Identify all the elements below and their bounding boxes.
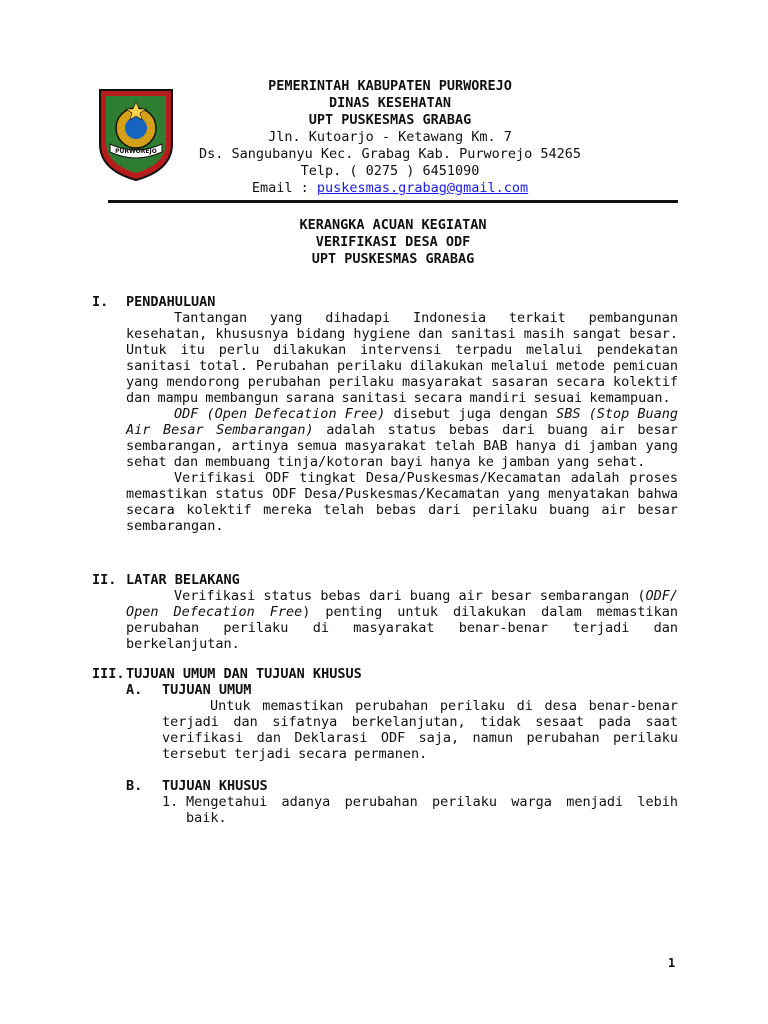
section-tujuan — [92, 666, 678, 826]
title-line-3: UPT PUSKESMAS GRABAG — [311, 251, 475, 267]
government-name: PEMERINTAH KABUPATEN PURWOREJO — [268, 78, 512, 94]
section-title: LATAR BELAKANG — [126, 572, 240, 588]
list-item-text: Mengetahui adanya perubahan perilaku warga menjadi lebih baik. — [186, 794, 678, 826]
address-line-2: Ds. Sangubanyu Kec. Grabag Kab. Purworejo 54265 — [198, 146, 581, 162]
document-title — [108, 217, 678, 268]
section-latar-belakang — [92, 572, 678, 652]
paragraph-2-mid: disebut juga dengan — [385, 406, 557, 422]
subsection-heading-b — [126, 778, 678, 794]
section-heading — [92, 294, 678, 310]
sbs-term: SBS (Stop Buang Air Besar Sembarangan) — [126, 406, 678, 438]
department-name: DINAS KESEHATAN — [329, 95, 451, 111]
section-number: I. — [92, 294, 109, 310]
section-title: TUJUAN UMUM DAN TUJUAN KHUSUS — [126, 666, 362, 682]
tujuan-umum-paragraph: Untuk memastikan perubahan perilaku di desa benar-benar terjadi dan sifatnya berkelanjutan, tidak sesaat pada saat verifikasi dan Deklarasi ODF saja, namun perubahan perilaku tersebut terjadi secara permanen. — [162, 698, 678, 762]
email-line — [190, 180, 590, 197]
paragraph-3: Verifikasi ODF tingkat Desa/Puskesmas/Kecamatan adalah proses memastikan status ODF Desa/Puskesmas/Kecamatan yang menyatakan bahwa secara kolektif mereka telah bebas dari perilaku buang air besar sembarangan. — [126, 470, 678, 534]
paragraph-rest: ) penting untuk dilakukan dalam memastikan perubahan perilaku di masyarakat benar-benar terjadi dan berkelanjutan. — [126, 604, 678, 652]
paragraph-2-rest: adalah status bebas dari buang air besar sembarangan, artinya semua masyarakat telah BAB hanya di jamban yang sehat dan membuang tinja/kotoran bayi hanya ke jamban yang sehat. — [126, 422, 678, 470]
section-pendahuluan — [92, 294, 678, 534]
letterhead — [190, 78, 590, 197]
paragraph-2 — [126, 406, 678, 470]
odf-term: ODF/ Open Defecation Free — [126, 588, 678, 620]
email-label: Email : — [251, 180, 317, 196]
section-number: II. — [92, 572, 117, 588]
paragraph-start: Verifikasi status bebas dari buang air besar sembarangan ( — [174, 588, 646, 604]
subsection-title: TUJUAN UMUM — [162, 682, 252, 698]
letterhead-divider — [108, 200, 678, 203]
subsection-heading-a — [126, 682, 678, 698]
odf-term: ODF (Open Defecation Free) — [174, 406, 386, 422]
address-line-1: Jln. Kutoarjo - Ketawang Km. 7 — [268, 129, 512, 145]
logo-text: PURWOREJO — [115, 148, 157, 155]
email-link[interactable]: puskesmas.grabag@gmail.com — [316, 180, 529, 196]
subsection-number: A. — [126, 682, 143, 698]
unit-name: UPT PUSKESMAS GRABAG — [308, 112, 472, 128]
subsection-number: B. — [126, 778, 143, 794]
phone-line: Telp. ( 0275 ) 6451090 — [300, 163, 480, 179]
section-title: PENDAHULUAN — [126, 294, 216, 310]
paragraph-1 — [126, 588, 678, 652]
list-item — [162, 794, 678, 826]
paragraph-1: Tantangan yang dihadapi Indonesia terkait pembangunan kesehatan, khususnya bidang hygiene dan sanitasi masih sangat besar. Untuk itu perlu dilakukan intervensi terpadu melalui pendekatan sanitasi total. Perubahan perilaku dilakukan melalui metode pemicuan yang mendorong perubahan perilaku masyarakat sasaran secara kolektif dan mampu membangun sarana sanitasi secara mandiri sesuai kemampuan. — [126, 310, 678, 406]
section-number: III. — [92, 666, 125, 682]
list-item-number: 1. — [162, 794, 179, 810]
subsection-title: TUJUAN KHUSUS — [162, 778, 268, 794]
title-line-2: VERIFIKASI DESA ODF — [315, 234, 471, 250]
title-line-1: KERANGKA ACUAN KEGIATAN — [299, 217, 487, 233]
regency-emblem-logo — [94, 82, 178, 182]
section-heading — [92, 572, 678, 588]
page-number: 1 — [668, 956, 676, 970]
section-heading — [92, 666, 678, 682]
